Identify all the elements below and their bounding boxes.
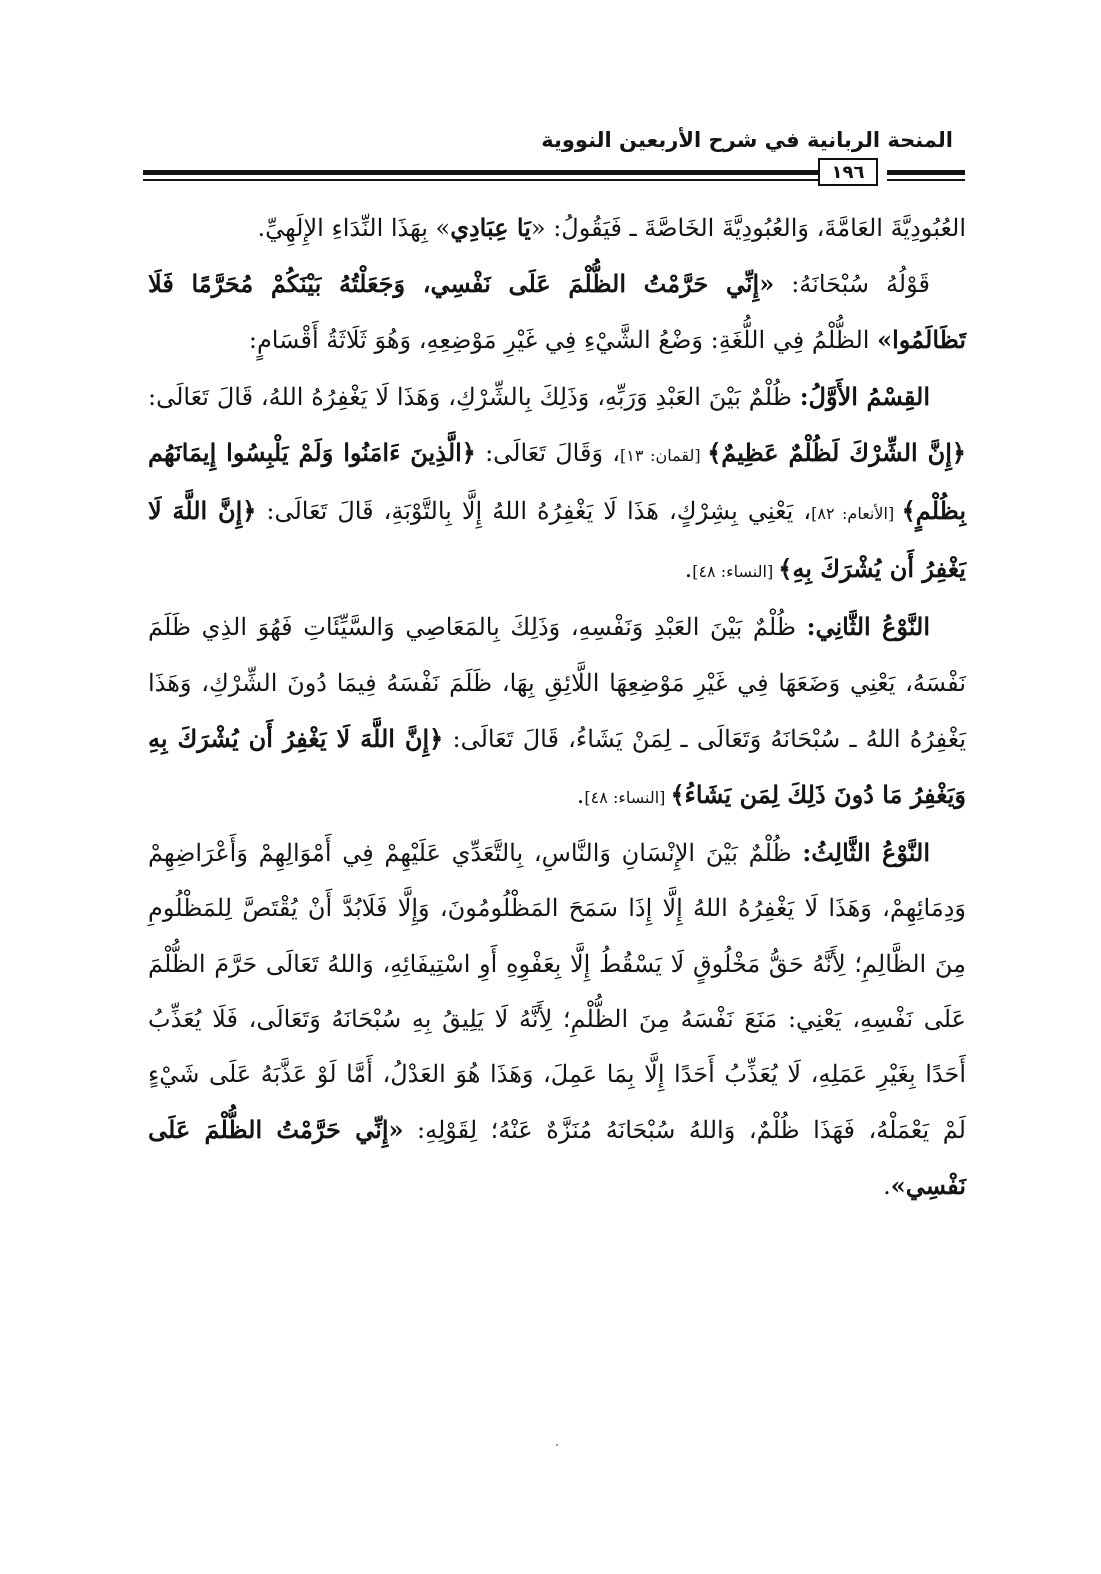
p3-ref-3: [النساء: ٤٨] <box>692 562 779 582</box>
p4-heading: النَّوْعُ الثَّانِي: <box>806 612 930 642</box>
body-text <box>148 200 966 1215</box>
p3-verse-3: ﴿إِنَّ اللَّهَ لَا يَغْفِرُ أَن يُشْرَكَ بِهِ﴾ <box>148 496 966 584</box>
p3-heading: القِسْمُ الأَوَّلُ: <box>799 381 931 411</box>
paragraph-1 <box>148 200 966 256</box>
p3-text-1: ظُلْمٌ بَيْنَ العَبْدِ وَرَبِّهِ، وَذَلِكَ بِالشِّرْكِ، وَهَذَا لَا يَغْفِرُهُ اللهُ، قَالَ تَعَالَى: <box>148 382 800 411</box>
p1-quote: يَا عِبَادِي <box>450 213 531 242</box>
header-rule <box>143 158 965 188</box>
folio-gap <box>878 168 887 184</box>
p4-end: . <box>576 781 585 810</box>
p1-text: العُبُودِيَّةَ العَامَّةَ، وَالعُبُودِيَّةَ الخَاصَّةَ ـ فَيَقُولُ: « <box>530 214 966 242</box>
p5-end: . <box>883 1172 891 1201</box>
p4-verse: ﴿إِنَّ اللَّهَ لَا يَغْفِرُ أَن يُشْرَكَ بِهِ وَيَغْفِرُ مَا دُونَ ذَلِكَ لِمَن يَشَاءُ﴾ <box>148 723 966 810</box>
page-number: ١٩٦ <box>818 158 878 186</box>
paragraph-5 <box>148 825 966 1214</box>
p3-text-3: ، يَعْنِي بِشِرْكٍ، هَذَا لَا يَغْفِرُهُ اللهُ إِلَّا بِالتَّوْبَةِ، قَالَ تَعَالَى: <box>256 497 812 526</box>
p4-ref: [النساء: ٤٨] <box>584 788 671 808</box>
p3-end: . <box>684 555 693 584</box>
p1-after: » بِهَذَا النِّدَاءِ الإِلَهِيِّ. <box>257 214 451 242</box>
p3-verse-1: ﴿إِنَّ الشِّرْكَ لَظُلْمٌ عَظِيمٌ﴾ <box>707 437 966 467</box>
p3-ref-1: [لقمان: ١٣] <box>620 445 708 465</box>
p3-ref-2: [الأنعام: ٨٢] <box>811 504 902 524</box>
p2-lead: قَوْلُهُ سُبْحَانَهُ: <box>791 270 930 299</box>
scan-speck <box>556 1444 558 1446</box>
p5-hadith-quote: «إِنِّي حَرَّمْتُ الظُّلْمَ عَلَى نَفْسِي» <box>148 1115 966 1201</box>
p4-text: ظُلْمٌ بَيْنَ العَبْدِ وَنَفْسِهِ، وَذَلِكَ بِالمَعَاصِي وَالسَّيِّئَاتِ فَهُوَ الذِي ظَلَمَ نَفْسَهُ، يَعْنِي وَضَعَهَا فِي غَيْرِ مَوْضِعِهَا اللَّائِقِ بِهَا، ظَلَمَ نَفْسَهُ فِيمَا دُونَ الشِّرْكِ، وَهَذَا يَغْفِرُهُ اللهُ ـ سُبْحَانَهُ وَتَعَالَى ـ لِمَنْ يَشَاءُ، قَالَ تَعَالَى: <box>148 613 967 753</box>
paragraph-4 <box>148 599 966 825</box>
p3-verse-2: ﴿الَّذِينَ ءَامَنُوا وَلَمْ يَلْبِسُوا إِيمَانَهُم بِظُلْمٍ﴾ <box>148 437 967 526</box>
paragraph-2 <box>148 256 966 368</box>
p3-text-2: ، وَقَالَ تَعَالَى: <box>475 438 620 467</box>
p2-text: الظُّلْمُ فِي اللُّغَةِ: وَضْعُ الشَّيْءِ فِي غَيْرِ مَوْضِعِهِ، وَهُوَ ثَلَاثَةُ أَقْسَامٍ: <box>248 326 878 355</box>
p2-hadith-quote: «إِنِّي حَرَّمْتُ الظُّلْمَ عَلَى نَفْسِي، وَجَعَلْتُهُ بَيْنَكُمْ مُحَرَّمًا فَلَا تَظَالَمُوا» <box>148 269 966 355</box>
p5-text: ظُلْمٌ بَيْنَ الإِنْسَانِ وَالنَّاسِ، بِالتَّعَدِّي عَلَيْهِمْ فِي أَمْوَالِهِمْ وَأَعْرَاضِهِمْ وَدِمَائِهِمْ، وَهَذَا لَا يَغْفِرُهُ اللهُ إِلَّا إِذَا سَمَحَ المَظْلُومُونَ، وَإِلَّا فَلَابُدَّ أَنْ يُقْتَصَّ لِلمَظْلُومِ مِنَ الظَّالِمِ؛ لِأَنَّهُ حَقُّ مَخْلُوقٍ لَا يَسْقُطُ إِلَّا بِعَفْوِهِ أَوِ اسْتِيفَائِهِ، وَاللهُ تَعَالَى حَرَّمَ الظُّلْمَ عَلَى نَفْسِهِ، يَعْنِي: مَنَعَ نَفْسَهُ مِنَ الظُّلْمِ؛ لِأَنَّهُ لَا يَلِيقُ بِهِ سُبْحَانَهُ وَتَعَالَى، فَلَا يُعَذِّبُ أَحَدًا بِغَيْرِ عَمَلِهِ، لَا يُعَذِّبُ أَحَدًا إِلَّا بِمَا عَمِلَ، وَهَذَا هُوَ العَدْلُ، أَمَّا لَوْ عَذَّبَهُ عَلَى شَيْءٍ لَمْ يَعْمَلْهُ، فَهَذَا ظُلْمٌ، وَاللهُ سُبْحَانَهُ مُنَزَّهٌ عَنْهُ؛ لِقَوْلِهِ: <box>148 839 966 1145</box>
running-title: المنحة الربانية في شرح الأربعين النووية <box>541 128 953 152</box>
paragraph-3 <box>148 369 966 600</box>
p5-heading: النَّوْعُ الثَّالِثُ: <box>802 838 930 868</box>
